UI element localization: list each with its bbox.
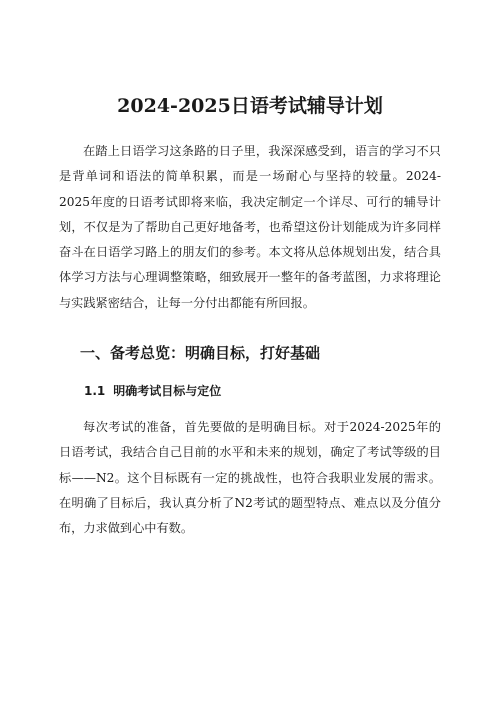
subsection-number: 1.1 [84, 384, 106, 398]
document-title: 2024-2025日语考试辅导计划 [117, 95, 383, 117]
subsection-title: 明确考试目标与定位 [113, 384, 222, 398]
intro-paragraph: 在踏上日语学习这条路的日子里，我深深感受到，语言的学习不只是背单词和语法的简单积累，而是一场耐心与坚持的较量。2024-2025年度的日语考试即将来临，我决定制定一个详尽、可行的辅导计划，不仅是为了帮助自己更好地备考，也希望这份计划能成为许多同样奋斗在日语学习路上的朋友们的参考。本文将从总体规划出发，结合具体学习方法与心理调整策略，细致展开一整年的备考蓝图，力求将理论与实践紧密结合，让每一分付出都能有所回报。 [59, 144, 441, 310]
subsection-paragraph: 每次考试的准备，首先要做的是明确目标。对于2024-2025年的日语考试，我结合自己目前的水平和未来的规划，确定了考试等级的目标——N2。这个目标既有一定的挑战性，也符合我职业发展的需求。在明确了目标后，我认真分析了N2考试的题型特点、难点以及分值分布，力求做到心中有数。 [59, 420, 441, 536]
subsection-heading [84, 382, 221, 399]
section-heading: 一、备考总览：明确目标，打好基础 [80, 344, 321, 362]
